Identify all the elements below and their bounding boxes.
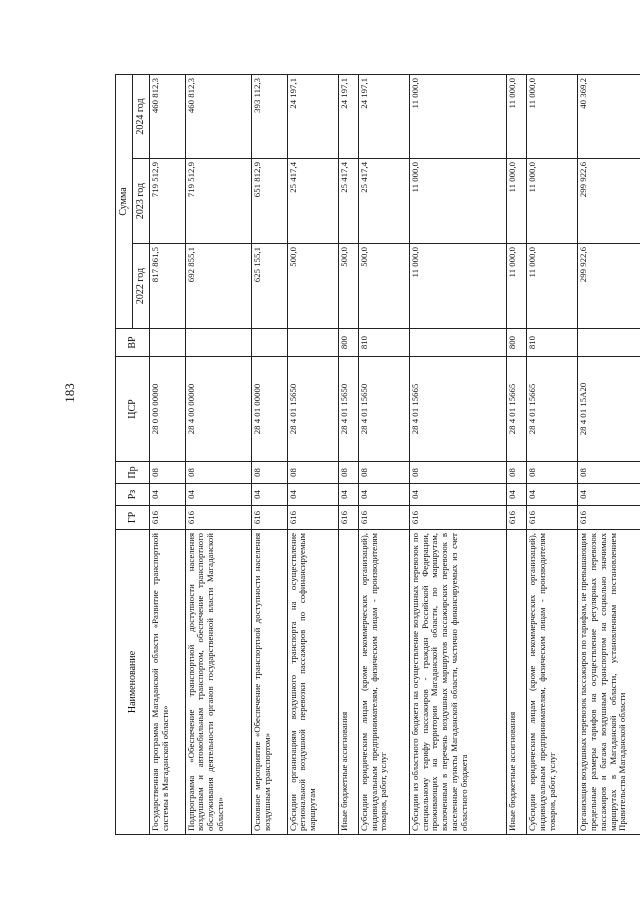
table-row: [527, 74, 578, 834]
table-row: [185, 74, 251, 834]
row-2024: 11 000,0: [527, 74, 578, 158]
row-vr: [150, 329, 186, 357]
table-row: [338, 74, 358, 834]
row-2023: 651 812,9: [251, 159, 287, 244]
row-csr: 28 0 00 00000: [150, 357, 186, 462]
row-name: Субсидии из областного бюджета на осуществление воздушных перевозок по специальному тарифу пассажиров - граждан Российской Федерации, проживающих на территории Магаданской области, по маршрутам, включенным в перечень воздушных маршрутов пассажирских перевозок в населенные пункты Магаданской области, частично финансируемых из счет областного бюджета: [409, 530, 506, 835]
row-2024: 40 369,2: [578, 74, 640, 158]
table-row: [358, 74, 409, 834]
row-rz: 04: [338, 484, 358, 506]
row-gr: 616: [338, 506, 358, 530]
row-vr: 800: [506, 329, 526, 357]
row-rz: 04: [527, 484, 578, 506]
header-2023: 2023 год: [133, 159, 150, 244]
row-vr: [409, 329, 506, 357]
table-header: [116, 74, 150, 834]
row-2022: 11 000,0: [506, 244, 526, 329]
row-2024: 24 197,1: [287, 74, 338, 158]
row-rz: 04: [358, 484, 409, 506]
row-vr: [578, 329, 640, 357]
table-row: [409, 74, 506, 834]
row-pr: 08: [506, 462, 526, 484]
header-csr: ЦСР: [116, 357, 150, 462]
row-2022: 500,0: [338, 244, 358, 329]
row-gr: 616: [185, 506, 251, 530]
table-row: [150, 74, 186, 834]
row-name: Государственная программа Магаданской области «Развитие транспортной системы в Магаданской области»: [150, 530, 186, 835]
row-csr: 28 4 01 15650: [358, 357, 409, 462]
row-csr: 28 4 01 00000: [251, 357, 287, 462]
row-rz: 04: [251, 484, 287, 506]
budget-table: [115, 74, 640, 835]
page-number: 183: [61, 383, 77, 403]
row-rz: 04: [506, 484, 526, 506]
row-name: Организация воздушных перевозок пассажиров по тарифам, не превышающим предельные размеры тарифов на осуществление регулярных перевозок пассажиров и багажа воздушным транспортом на социально значимых маршрутах в Магаданской области, установленным постановлением Правительства Магаданской области: [578, 530, 640, 835]
row-2022: 817 861,5: [150, 244, 186, 329]
row-vr: 800: [338, 329, 358, 357]
row-gr: 616: [409, 506, 506, 530]
row-vr: 810: [358, 329, 409, 357]
row-2023: 25 417,4: [287, 159, 338, 244]
row-2024: 460 812,3: [185, 74, 251, 158]
row-name: Субсидии организациям воздушного транспорта на осуществление региональной воздушной перевозки пассажиров по софинансируемым маршрутам: [287, 530, 338, 835]
row-vr: [287, 329, 338, 357]
rotated-table-container: [115, 75, 640, 835]
row-pr: 08: [409, 462, 506, 484]
row-2024: 24 197,1: [358, 74, 409, 158]
row-2023: 299 922,6: [578, 159, 640, 244]
row-gr: 616: [578, 506, 640, 530]
row-pr: 08: [527, 462, 578, 484]
row-2023: 719 512,9: [150, 159, 186, 244]
row-name: Подпрограмма «Обеспечение транспортной доступности населения воздушным и автомобильным транспортом, обеспечение транспортного обслуживания деятельности органов государственной власти Магаданской области»: [185, 530, 251, 835]
row-pr: 08: [185, 462, 251, 484]
table-row: [251, 74, 287, 834]
row-2022: 625 155,1: [251, 244, 287, 329]
row-2022: 692 855,1: [185, 244, 251, 329]
table-row: [506, 74, 526, 834]
row-vr: 810: [527, 329, 578, 357]
row-name: Основное мероприятие «Обеспечение транспортной доступности населения воздушным транспортом»: [251, 530, 287, 835]
row-2023: 719 512,9: [185, 159, 251, 244]
header-2022: 2022 год: [133, 244, 150, 329]
row-2024: 24 197,1: [338, 74, 358, 158]
row-name: Субсидии юридическим лицам (кроме некоммерческих организаций), индивидуальным предпринимателям, физическим лицам - производителям товаров, работ, услуг: [358, 530, 409, 835]
row-gr: 616: [358, 506, 409, 530]
row-csr: 28 4 01 15650: [338, 357, 358, 462]
header-sum: Сумма: [116, 74, 133, 328]
header-name: Наименование: [116, 530, 150, 835]
row-2023: 11 000,0: [506, 159, 526, 244]
header-pr: Пр: [116, 462, 150, 484]
row-name: Субсидии юридическим лицам (кроме некоммерческих организаций), индивидуальным предпринимателям, физическим лицам - производителям товаров, работ, услуг: [527, 530, 578, 835]
row-2023: 11 000,0: [527, 159, 578, 244]
row-2022: 299 922,6: [578, 244, 640, 329]
row-2022: 500,0: [358, 244, 409, 329]
row-pr: 08: [338, 462, 358, 484]
header-vr: ВР: [116, 329, 150, 357]
header-2024: 2024 год: [133, 74, 150, 158]
row-2023: 11 000,0: [409, 159, 506, 244]
row-gr: 616: [150, 506, 186, 530]
row-2024: 11 000,0: [506, 74, 526, 158]
row-2024: 393 112,3: [251, 74, 287, 158]
row-name: Иные бюджетные ассигнования: [338, 530, 358, 835]
row-gr: 616: [506, 506, 526, 530]
row-vr: [251, 329, 287, 357]
row-csr: 28 4 01 15665: [506, 357, 526, 462]
row-2024: 460 812,3: [150, 74, 186, 158]
table-row: [287, 74, 338, 834]
header-gr: ГР: [116, 506, 150, 530]
row-pr: 08: [578, 462, 640, 484]
row-rz: 04: [185, 484, 251, 506]
row-csr: 28 4 01 15665: [527, 357, 578, 462]
row-pr: 08: [358, 462, 409, 484]
row-pr: 08: [287, 462, 338, 484]
header-rz: Рз: [116, 484, 150, 506]
row-2024: 11 000,0: [409, 74, 506, 158]
row-gr: 616: [527, 506, 578, 530]
row-rz: 04: [578, 484, 640, 506]
row-vr: [185, 329, 251, 357]
row-csr: 28 4 01 15650: [287, 357, 338, 462]
row-gr: 616: [287, 506, 338, 530]
row-2022: 11 000,0: [409, 244, 506, 329]
row-rz: 04: [409, 484, 506, 506]
row-2022: 500,0: [287, 244, 338, 329]
row-gr: 616: [251, 506, 287, 530]
row-csr: 28 4 01 15665: [409, 357, 506, 462]
row-rz: 04: [150, 484, 186, 506]
row-pr: 08: [150, 462, 186, 484]
row-csr: 28 4 00 00000: [185, 357, 251, 462]
row-pr: 08: [251, 462, 287, 484]
row-name: Иные бюджетные ассигнования: [506, 530, 526, 835]
row-csr: 28 4 01 15А20: [578, 357, 640, 462]
row-2022: 11 000,0: [527, 244, 578, 329]
row-2023: 25 417,4: [358, 159, 409, 244]
row-rz: 04: [287, 484, 338, 506]
row-2023: 25 417,4: [338, 159, 358, 244]
table-row: [578, 74, 640, 834]
